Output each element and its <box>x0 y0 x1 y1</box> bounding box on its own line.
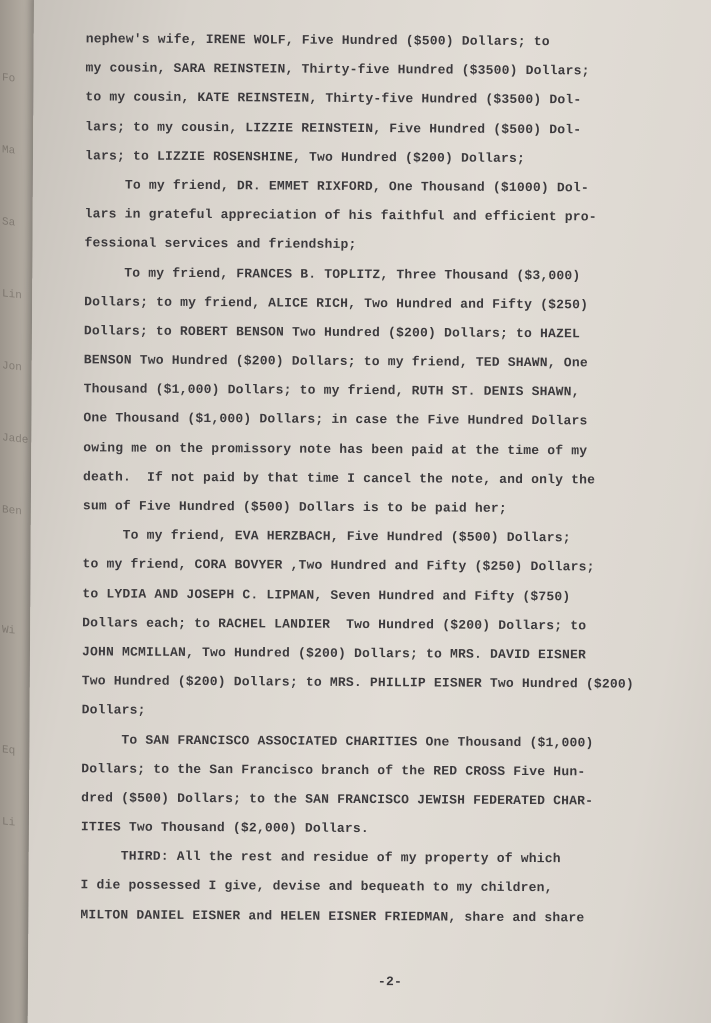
text-line: THIRD: All the rest and residue of my property of which <box>80 848 561 867</box>
text-line: sum of Five Hundred ($500) Dollars is to be paid her; <box>82 498 507 516</box>
text-line: dred ($500) Dollars; to the SAN FRANCISCO JEWISH FEDERATED CHAR- <box>81 790 594 809</box>
text-line: To my friend, EVA HERZBACH, Five Hundred ($500) Dollars; <box>82 527 571 546</box>
text-line: Two Hundred ($200) Dollars; to MRS. PHILLIP EISNER Two Hundred ($200) <box>81 673 634 692</box>
text-line: To SAN FRANCISCO ASSOCIATED CHARITIES One Thousand ($1,000) <box>81 731 594 750</box>
typed-body-text <box>80 24 706 990</box>
text-line: Dollars each; to RACHEL LANDIER Two Hundred ($200) Dollars; to <box>82 615 587 634</box>
text-line: I die possessed I give, devise and bequeath to my children, <box>80 877 553 896</box>
text-line: death. If not paid by that time I cancel the note, and only the <box>83 469 596 488</box>
text-line: ITIES Two Thousand ($2,000) Dollars. <box>80 819 370 837</box>
text-line: lars in grateful appreciation of his faithful and efficient pro- <box>84 206 597 225</box>
text-line: my cousin, SARA REINSTEIN, Thirty-five Hundred ($3500) Dollars; <box>85 60 590 79</box>
text-line: lars; to my cousin, LIZZIE REINSTEIN, Five Hundred ($500) Dol- <box>85 118 582 137</box>
text-line: Dollars; to the San Francisco branch of the RED CROSS Five Hun- <box>81 760 586 780</box>
text-line: owing me on the promissory note has been paid at the time of my <box>83 439 588 459</box>
text-line: To my friend, FRANCES B. TOPLITZ, Three Thousand ($3,000) <box>84 264 581 283</box>
text-line: Dollars; <box>81 702 146 719</box>
text-line: fessional services and friendship; <box>84 235 357 253</box>
text-line: Dollars; to my friend, ALICE RICH, Two Hundred and Fifty ($250) <box>84 293 589 313</box>
text-line: nephew's wife, IRENE WOLF, Five Hundred ($500) Dollars; to <box>85 31 550 50</box>
text-line: Thousand ($1,000) Dollars; to my friend, RUTH ST. DENIS SHAWN, <box>83 381 580 400</box>
text-line: to my friend, CORA BOVYER ,Two Hundred and Fifty ($250) Dollars; <box>82 556 595 575</box>
text-line: To my friend, DR. EMMET RIXFORD, One Thousand ($1000) Dol- <box>84 177 589 196</box>
text-line: Dollars; to ROBERT BENSON Two Hundred ($200) Dollars; to HAZEL <box>83 323 581 342</box>
text-line: to LYDIA AND JOSEPH C. LIPMAN, Seven Hundred and Fifty ($750) <box>82 585 571 604</box>
text-line: JOHN MCMILLAN, Two Hundred ($200) Dollars; to MRS. DAVID EISNER <box>81 644 587 663</box>
text-line: to my cousin, KATE REINSTEIN, Thirty-five Hundred ($3500) Dol- <box>85 89 582 108</box>
underlying-page-text: Fo Ma Sa Lin Jon Jade Ben Wi Eq Li <box>2 72 29 830</box>
text-line: BENSON Two Hundred ($200) Dollars; to my friend, TED SHAWN, One <box>83 352 588 371</box>
text-line: lars; to LIZZIE ROSENSHINE, Two Hundred ($200) Dollars; <box>84 148 526 166</box>
document-page <box>28 0 711 1023</box>
text-line: MILTON DANIEL EISNER and HELEN EISNER FRIEDMAN, share and share <box>80 906 585 926</box>
page-number: -2- <box>377 974 403 990</box>
text-line: One Thousand ($1,000) Dollars; in case the Five Hundred Dollars <box>83 410 588 429</box>
